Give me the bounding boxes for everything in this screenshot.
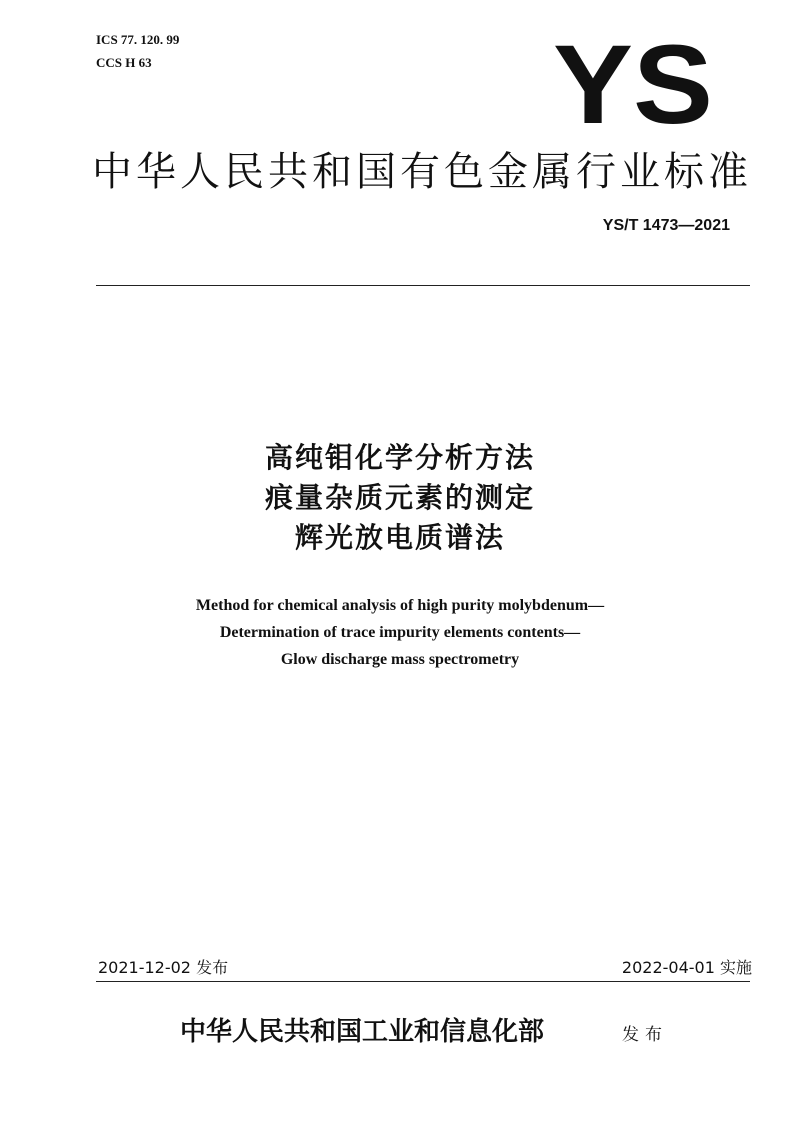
issue-label: 发布	[622, 1025, 668, 1045]
standard-category: 中华人民共和国有色金属行业标准	[92, 149, 752, 195]
ics-code: ICS 77. 120. 99	[96, 32, 180, 47]
chinese-title-line-1: 高纯钼化学分析方法	[264, 441, 535, 474]
english-title-line-1: Method for chemical analysis of high purity molybdenum—	[195, 597, 605, 614]
bottom-divider	[96, 981, 750, 982]
ys-logo-text: YS	[553, 30, 713, 130]
ccs-code: CCS H 63	[96, 55, 152, 70]
english-title	[0, 592, 800, 673]
chinese-title-line-3: 辉光放电质谱法	[294, 521, 505, 554]
english-title-line-3: Glow discharge mass spectrometry	[280, 651, 520, 668]
issue-date: 2021-12-02 发布	[98, 958, 229, 977]
ys-logo	[548, 30, 718, 130]
chinese-title-line-2: 痕量杂质元素的测定	[264, 481, 535, 514]
standard-code: YS/T 1473—2021	[602, 217, 730, 234]
implementation-date: 2022-04-01 实施	[621, 958, 752, 977]
top-divider	[96, 285, 750, 286]
issuing-authority: 中华人民共和国工业和信息化部	[180, 1017, 545, 1047]
english-title-line-2: Determination of trace impurity elements contents—	[219, 624, 581, 641]
chinese-title	[0, 438, 800, 558]
